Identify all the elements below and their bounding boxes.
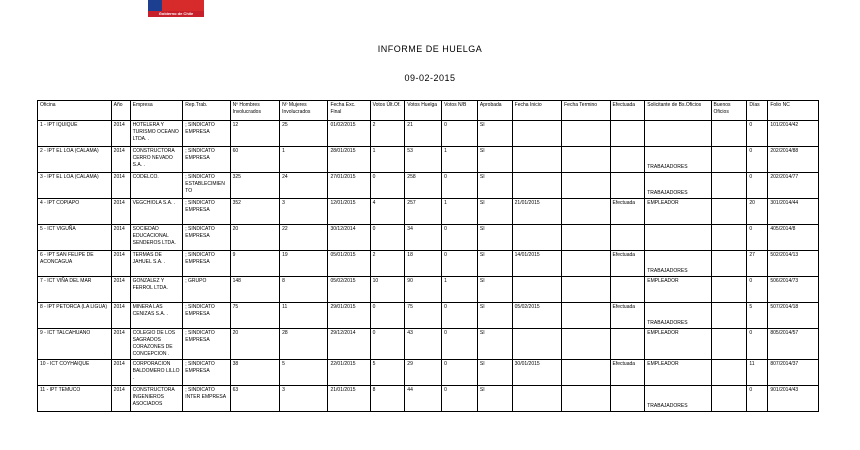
cell-empresa: MINERA LAS CENIZAS S.A. .	[130, 303, 183, 329]
cell-efectuada: Efectuada	[610, 251, 645, 277]
column-header: Días	[747, 101, 768, 121]
cell-hombres: 60	[230, 147, 279, 173]
cell-fecha-inicio	[512, 173, 561, 199]
column-header: Nº Hombres Involucrados	[230, 101, 279, 121]
cell-empresa: COLEGIO DE LOS SAGRADOS CORAZONES DE CONCEPCION .	[130, 329, 183, 360]
cell-votos-ult: 2	[370, 251, 405, 277]
cell-solicitante: TRABAJADORES	[645, 173, 711, 199]
cell-votos-nb: 0	[442, 329, 478, 360]
cell-dias: 11	[747, 360, 768, 386]
cell-folio: 502/2014/13	[768, 251, 819, 277]
cell-aprobada: SI	[477, 360, 512, 386]
cell-dias: 0	[747, 225, 768, 251]
cell-dias: 0	[747, 277, 768, 303]
column-header: Votos N/B	[442, 101, 478, 121]
cell-votos-ult: 5	[370, 360, 405, 386]
cell-fecha-exc: 29/01/2015	[328, 303, 370, 329]
cell-votos-ult: 8	[370, 386, 405, 412]
cell-aprobada: SI	[477, 199, 512, 225]
cell-votos-nb: 0	[442, 360, 478, 386]
cell-mujeres: 25	[280, 121, 328, 147]
cell-fecha-termino	[562, 251, 610, 277]
cell-hombres: 148	[230, 277, 279, 303]
cell-empresa: SOCIEDAD EDUCACIONAL SENDEROS LTDA.	[130, 225, 183, 251]
column-header: Votos Huelga	[405, 101, 442, 121]
column-header: Solicitante de Bs.Oficios	[645, 101, 711, 121]
cell-fecha-termino	[562, 303, 610, 329]
cell-mujeres: 22	[280, 225, 328, 251]
report-date: 09-02-2015	[404, 73, 456, 83]
cell-folio: 901/2014/43	[768, 386, 819, 412]
cell-dias: 0	[747, 173, 768, 199]
cell-votos-nb: 0	[442, 173, 478, 199]
column-header: Efectuada	[610, 101, 645, 121]
column-header: Aprobada	[477, 101, 512, 121]
cell-aprobada: SI	[477, 121, 512, 147]
cell-anio: 2014	[111, 251, 130, 277]
cell-buenos	[711, 329, 747, 360]
report-title: INFORME DE HUELGA	[377, 44, 483, 54]
cell-folio: 405/2014/8	[768, 225, 819, 251]
cell-fecha-termino	[562, 147, 610, 173]
cell-mujeres: 11	[280, 303, 328, 329]
cell-rep: ; SINDICATO EMPRESA	[183, 147, 230, 173]
cell-hombres: 352	[230, 199, 279, 225]
cell-mujeres: 24	[280, 173, 328, 199]
column-header: Oficina	[38, 101, 112, 121]
cell-solicitante	[645, 225, 711, 251]
cell-empresa: CODELCO.	[130, 173, 183, 199]
cell-dias: 0	[747, 121, 768, 147]
cell-votos-huelga: 29	[405, 360, 442, 386]
cell-solicitante: EMPLEADOR	[645, 199, 711, 225]
column-header: Rep.Trab.	[183, 101, 230, 121]
logo-text: Gobierno de Chile	[148, 11, 204, 17]
cell-fecha-termino	[562, 360, 610, 386]
column-header: Empresa	[130, 101, 183, 121]
cell-anio: 2014	[111, 225, 130, 251]
table-row	[38, 386, 819, 412]
cell-votos-nb: 1	[442, 147, 478, 173]
cell-rep: ; SINDICATO EMPRESA	[183, 251, 230, 277]
cell-fecha-inicio	[512, 277, 561, 303]
cell-oficina: 4 - IPT COPIAPO	[38, 199, 112, 225]
cell-hombres: 38	[230, 360, 279, 386]
cell-efectuada	[610, 121, 645, 147]
cell-fecha-exc: 27/01/2015	[328, 173, 370, 199]
cell-folio: 301/2014/44	[768, 199, 819, 225]
cell-oficina: 9 - ICT TALCAHUANO	[38, 329, 112, 360]
cell-fecha-exc: 05/02/2015	[328, 277, 370, 303]
cell-fecha-exc: 21/01/2015	[328, 386, 370, 412]
gobierno-logo	[148, 0, 204, 17]
cell-votos-huelga: 44	[405, 386, 442, 412]
table-row	[38, 251, 819, 277]
cell-votos-huelga: 21	[405, 121, 442, 147]
cell-oficina: 6 - IPT SAN FELIPE DE ACONCAGUA	[38, 251, 112, 277]
column-header: Votos Últ.Of.	[370, 101, 405, 121]
table-row	[38, 277, 819, 303]
cell-fecha-inicio	[512, 225, 561, 251]
cell-fecha-exc: 28/01/2015	[328, 147, 370, 173]
cell-dias: 0	[747, 386, 768, 412]
cell-fecha-termino	[562, 329, 610, 360]
cell-oficina: 11 - IPT TEMUCO	[38, 386, 112, 412]
cell-fecha-inicio	[512, 386, 561, 412]
cell-solicitante: EMPLEADOR	[645, 329, 711, 360]
cell-mujeres: 28	[280, 329, 328, 360]
cell-aprobada: SI	[477, 173, 512, 199]
cell-mujeres: 8	[280, 277, 328, 303]
cell-dias: 0	[747, 329, 768, 360]
column-header: Buenos Oficios	[711, 101, 747, 121]
cell-mujeres: 1	[280, 147, 328, 173]
cell-folio: 202/2014/88	[768, 147, 819, 173]
cell-empresa: TERMAS DE JAHUEL S.A. .	[130, 251, 183, 277]
cell-votos-ult: 0	[370, 303, 405, 329]
cell-rep: ; SINDICATO EMPRESA	[183, 303, 230, 329]
cell-rep: ; GRUPO	[183, 277, 230, 303]
cell-votos-huelga: 34	[405, 225, 442, 251]
table-row	[38, 199, 819, 225]
cell-fecha-termino	[562, 173, 610, 199]
cell-votos-ult: 2	[370, 121, 405, 147]
cell-votos-nb: 1	[442, 199, 478, 225]
table-row	[38, 173, 819, 199]
table-header-row	[38, 101, 819, 121]
cell-efectuada: Efectuada	[610, 360, 645, 386]
cell-votos-nb: 0	[442, 121, 478, 147]
cell-folio: 807/2014/37	[768, 360, 819, 386]
cell-fecha-exc: 12/01/2015	[328, 199, 370, 225]
cell-efectuada	[610, 225, 645, 251]
cell-efectuada	[610, 386, 645, 412]
cell-fecha-exc: 30/12/2014	[328, 225, 370, 251]
cell-rep: ; SINDICATO EMPRESA	[183, 121, 230, 147]
table-row	[38, 225, 819, 251]
cell-solicitante: TRABAJADORES	[645, 147, 711, 173]
table-row	[38, 147, 819, 173]
cell-anio: 2014	[111, 277, 130, 303]
cell-buenos	[711, 173, 747, 199]
cell-dias: 0	[747, 147, 768, 173]
cell-hombres: 63	[230, 386, 279, 412]
cell-efectuada: Efectuada	[610, 199, 645, 225]
cell-fecha-inicio	[512, 329, 561, 360]
cell-votos-huelga: 18	[405, 251, 442, 277]
cell-mujeres: 3	[280, 386, 328, 412]
cell-buenos	[711, 121, 747, 147]
cell-fecha-exc: 05/01/2015	[328, 251, 370, 277]
cell-fecha-termino	[562, 225, 610, 251]
cell-rep: ; SINDICATO EMPRESA	[183, 360, 230, 386]
cell-efectuada	[610, 329, 645, 360]
column-header: Fecha Exc. Final	[328, 101, 370, 121]
cell-votos-ult: 1	[370, 147, 405, 173]
cell-anio: 2014	[111, 303, 130, 329]
cell-buenos	[711, 225, 747, 251]
cell-votos-ult: 4	[370, 199, 405, 225]
cell-oficina: 7 - ICT VIÑA DEL MAR	[38, 277, 112, 303]
cell-fecha-termino	[562, 386, 610, 412]
cell-rep: ; SINDICATO EMPRESA	[183, 329, 230, 360]
cell-buenos	[711, 277, 747, 303]
cell-mujeres: 5	[280, 360, 328, 386]
cell-hombres: 75	[230, 303, 279, 329]
cell-hombres: 20	[230, 225, 279, 251]
cell-fecha-termino	[562, 199, 610, 225]
cell-oficina: 5 - ICT VIGUÑA	[38, 225, 112, 251]
cell-votos-huelga: 258	[405, 173, 442, 199]
cell-rep: ; SINDICATO INTER EMPRESA	[183, 386, 230, 412]
cell-fecha-inicio: 21/01/2015	[512, 199, 561, 225]
cell-folio: 101/2014/42	[768, 121, 819, 147]
cell-mujeres: 19	[280, 251, 328, 277]
table-row	[38, 329, 819, 360]
cell-buenos	[711, 199, 747, 225]
cell-empresa: CONSTRUCTORA INGENIEROS ASOCIADOS	[130, 386, 183, 412]
cell-aprobada: SI	[477, 225, 512, 251]
column-header: Fecha Termino	[562, 101, 610, 121]
column-header: Nº Mujeres Involucrados	[280, 101, 328, 121]
cell-anio: 2014	[111, 147, 130, 173]
column-header: Año	[111, 101, 130, 121]
cell-solicitante: TRABAJADORES	[645, 251, 711, 277]
cell-efectuada: Efectuada	[610, 303, 645, 329]
cell-empresa: GONZALEZ Y FERROL LTDA.	[130, 277, 183, 303]
cell-dias: 27	[747, 251, 768, 277]
cell-efectuada	[610, 173, 645, 199]
cell-solicitante: TRABAJADORES	[645, 303, 711, 329]
cell-empresa: CONSTRUCTORA CERRO NEVADO S.A. .	[130, 147, 183, 173]
cell-aprobada: SI	[477, 386, 512, 412]
cell-hombres: 12	[230, 121, 279, 147]
cell-fecha-exc: 29/12/2014	[328, 329, 370, 360]
cell-anio: 2014	[111, 360, 130, 386]
cell-fecha-exc: 01/02/2015	[328, 121, 370, 147]
cell-votos-huelga: 43	[405, 329, 442, 360]
cell-folio: 507/2014/18	[768, 303, 819, 329]
logo-blue-stripe	[148, 0, 162, 11]
cell-buenos	[711, 251, 747, 277]
cell-empresa: HOTELERA Y TURISMO OCEANO LTDA. .	[130, 121, 183, 147]
cell-solicitante	[645, 121, 711, 147]
cell-rep: ; SINDICATO EMPRESA	[183, 225, 230, 251]
cell-buenos	[711, 303, 747, 329]
cell-votos-ult: 0	[370, 173, 405, 199]
cell-anio: 2014	[111, 121, 130, 147]
cell-rep: ; SINDICATO ESTABLECIMIENTO	[183, 173, 230, 199]
cell-efectuada	[610, 147, 645, 173]
cell-fecha-inicio: 30/01/2015	[512, 360, 561, 386]
cell-oficina: 10 - ICT COYHAIQUE	[38, 360, 112, 386]
column-header: Folio NC	[768, 101, 819, 121]
cell-anio: 2014	[111, 329, 130, 360]
cell-fecha-inicio	[512, 121, 561, 147]
cell-aprobada: SI	[477, 277, 512, 303]
cell-dias: 5	[747, 303, 768, 329]
cell-anio: 2014	[111, 386, 130, 412]
cell-votos-ult: 0	[370, 225, 405, 251]
cell-fecha-termino	[562, 121, 610, 147]
cell-votos-huelga: 75	[405, 303, 442, 329]
cell-votos-nb: 0	[442, 251, 478, 277]
cell-solicitante: EMPLEADOR	[645, 277, 711, 303]
cell-hombres: 9	[230, 251, 279, 277]
cell-votos-nb: 0	[442, 386, 478, 412]
column-header: Fecha Inicio	[512, 101, 561, 121]
cell-empresa: CORPORACION BALDOMERO LILLO .	[130, 360, 183, 386]
cell-votos-nb: 0	[442, 225, 478, 251]
cell-votos-huelga: 257	[405, 199, 442, 225]
cell-mujeres: 3	[280, 199, 328, 225]
cell-solicitante: TRABAJADORES	[645, 386, 711, 412]
cell-aprobada: SI	[477, 251, 512, 277]
cell-fecha-inicio: 05/02/2015	[512, 303, 561, 329]
cell-votos-ult: 10	[370, 277, 405, 303]
cell-oficina: 3 - IPT EL LOA (CALAMA)	[38, 173, 112, 199]
cell-votos-huelga: 90	[405, 277, 442, 303]
cell-aprobada: SI	[477, 303, 512, 329]
table-row	[38, 121, 819, 147]
cell-buenos	[711, 360, 747, 386]
cell-hombres: 325	[230, 173, 279, 199]
cell-anio: 2014	[111, 199, 130, 225]
cell-folio: 202/2014/77	[768, 173, 819, 199]
logo-red-stripe	[162, 0, 204, 11]
cell-votos-ult: 0	[370, 329, 405, 360]
cell-solicitante: EMPLEADOR	[645, 360, 711, 386]
cell-votos-nb: 1	[442, 277, 478, 303]
cell-buenos	[711, 386, 747, 412]
cell-buenos	[711, 147, 747, 173]
cell-empresa: VEGCHIOLA S.A. .	[130, 199, 183, 225]
cell-fecha-inicio	[512, 147, 561, 173]
cell-aprobada: SI	[477, 147, 512, 173]
cell-anio: 2014	[111, 173, 130, 199]
cell-folio: 506/2014/73	[768, 277, 819, 303]
cell-oficina: 1 - IPT IQUIQUE	[38, 121, 112, 147]
cell-aprobada: SI	[477, 329, 512, 360]
cell-efectuada	[610, 277, 645, 303]
table-row	[38, 303, 819, 329]
table-row	[38, 360, 819, 386]
cell-rep: ; SINDICATO EMPRESA	[183, 199, 230, 225]
cell-fecha-exc: 22/01/2015	[328, 360, 370, 386]
cell-hombres: 20	[230, 329, 279, 360]
cell-dias: 20	[747, 199, 768, 225]
cell-fecha-inicio: 14/01/2015	[512, 251, 561, 277]
cell-folio: 805/2014/57	[768, 329, 819, 360]
cell-votos-huelga: 53	[405, 147, 442, 173]
cell-fecha-termino	[562, 277, 610, 303]
cell-oficina: 2 - IPT EL LOA (CALAMA)	[38, 147, 112, 173]
cell-votos-nb: 0	[442, 303, 478, 329]
strike-report-table	[37, 100, 819, 412]
cell-oficina: 8 - IPT PETORCA (LA LIGUA)	[38, 303, 112, 329]
